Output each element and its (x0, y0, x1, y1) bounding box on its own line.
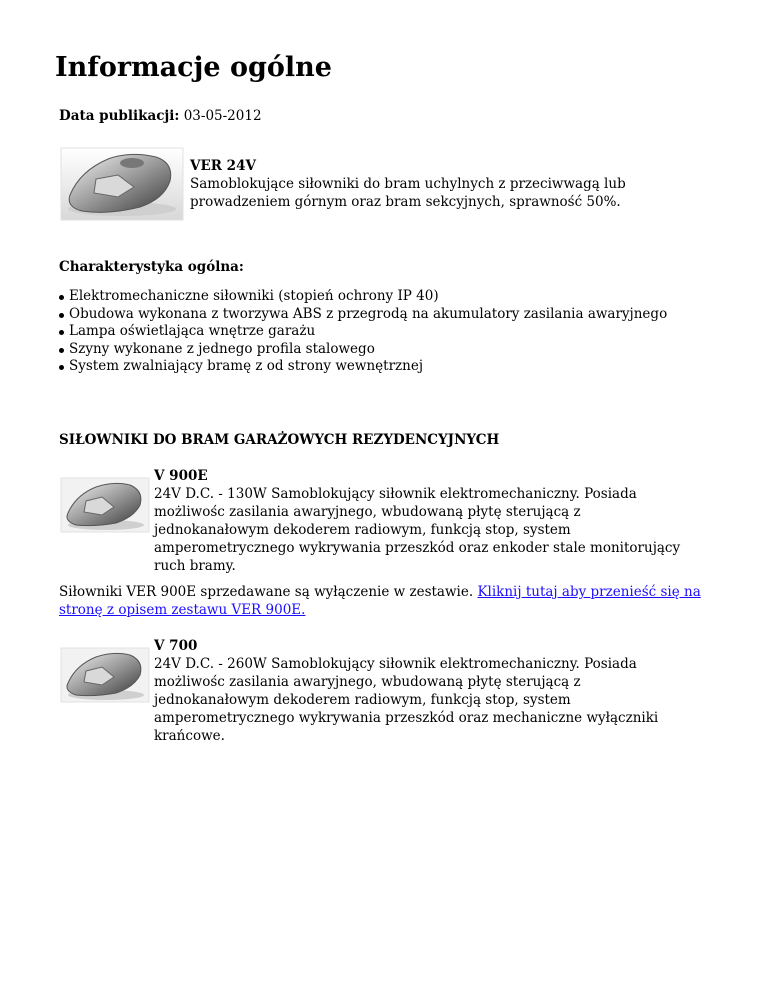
features-list (59, 288, 667, 376)
product-description: 24V D.C. - 260W Samoblokujący siłownik elektromechaniczny. Posiada możliwośc zasilania awaryjnego, wbudowaną płytę sterującą z jednokanałowym dekoderem radiowym, funkcją stop, system amperometrycznego wykrywania przeszkód oraz mechaniczne wyłączniki krańcowe. (154, 656, 659, 744)
set-details-link[interactable]: Kliknij tutaj aby przenieść się na stronę z opisem zestawu VER 900E. (59, 584, 701, 618)
motor-thumbnail-image (60, 147, 184, 221)
list-item: Elektromechaniczne siłowniki (stopień ochrony IP 40) (59, 288, 667, 306)
list-item: Lampa oświetlająca wnętrze garażu (59, 323, 667, 341)
product-name: VER 24V (190, 158, 256, 174)
section-heading: SIŁOWNIKI DO BRAM GARAŻOWYCH REZYDENCYJNYCH (59, 432, 500, 448)
list-item: Obudowa wykonana z tworzywa ABS z przegrodą na akumulatory zasilania awaryjnego (59, 306, 667, 324)
motor-thumbnail-image (60, 477, 150, 533)
product-description: 24V D.C. - 130W Samoblokujący siłownik elektromechaniczny. Posiada możliwośc zasilania awaryjnego, wbudowaną płytę sterującą z jednokanałowym dekoderem radiowym, funkcją stop, system amperometrycznego wykrywania przeszkód oraz enkoder stale monitorujący ruch bramy. (154, 486, 681, 574)
features-heading: Charakterystyka ogólna: (59, 259, 244, 275)
motor-thumbnail-image (60, 647, 150, 703)
publication-date (59, 108, 262, 124)
set-note (59, 583, 719, 619)
product-name: V 900E (154, 468, 208, 484)
note-text: Siłowniki VER 900E sprzedawane są wyłączenie w zestawie. (59, 584, 474, 600)
publication-date-label: Data publikacji: (59, 108, 180, 124)
product-name: V 700 (154, 638, 198, 654)
list-item: Szyny wykonane z jednego profila stalowego (59, 341, 667, 359)
product-description: Samoblokujące siłowniki do bram uchylnych z przeciwwagą lub prowadzeniem górnym oraz bram sekcyjnych, sprawność 50%. (190, 176, 626, 210)
publication-date-value: 03-05-2012 (183, 108, 262, 124)
page-title: Informacje ogólne (55, 52, 332, 83)
list-item: System zwalniający bramę z od strony wewnętrznej (59, 358, 667, 376)
